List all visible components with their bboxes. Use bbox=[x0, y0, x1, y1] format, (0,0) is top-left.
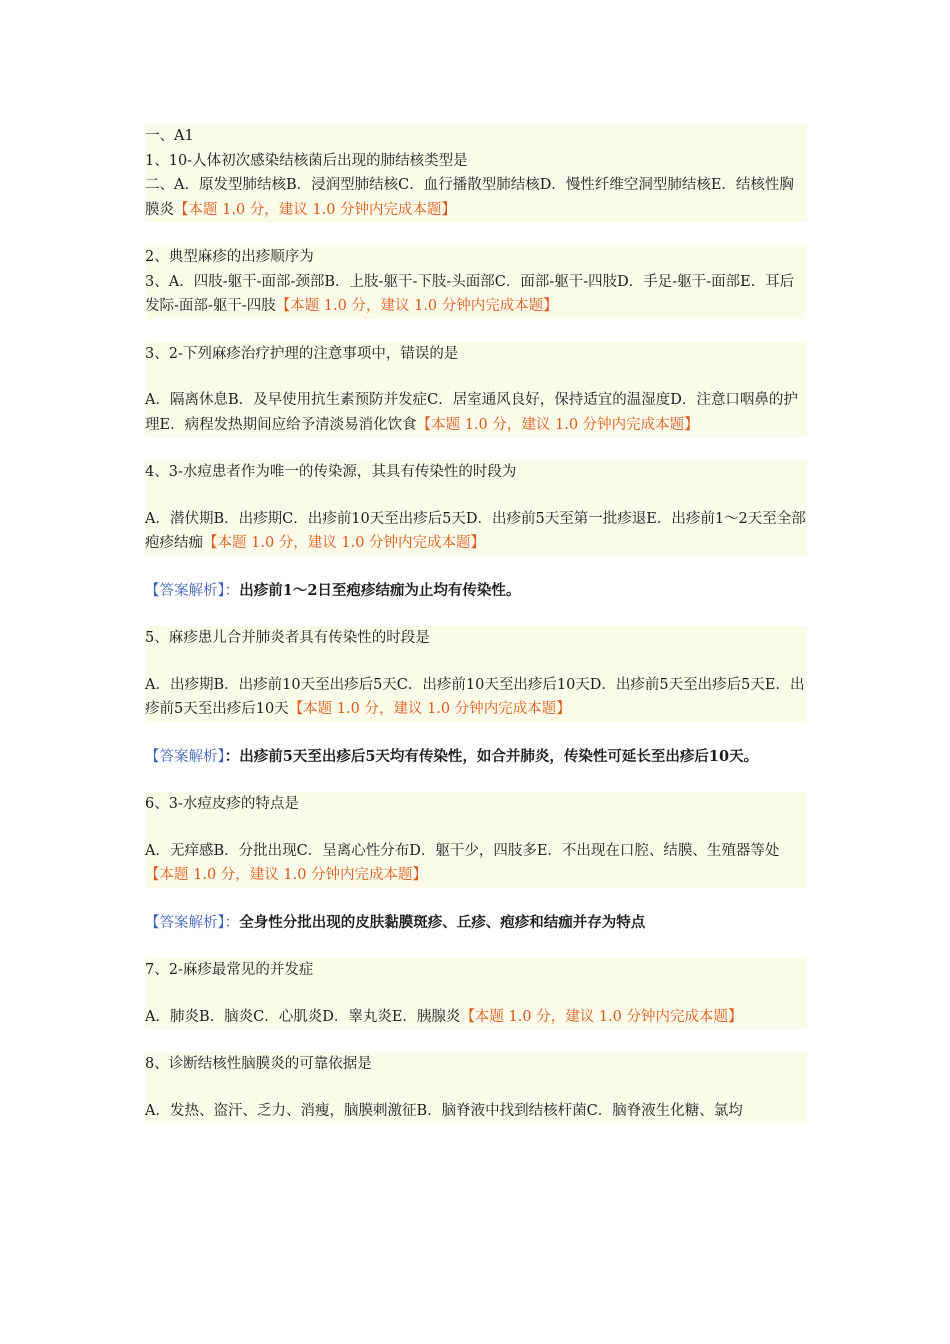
options-text: A．肺炎B．脑炎C．心肌炎D．睾丸炎E．胰腺炎 bbox=[145, 1008, 461, 1025]
answer-label: 【答案解析】： bbox=[145, 582, 240, 599]
question-block-3 bbox=[145, 342, 807, 438]
question-options: A．发热、盗汗、乏力、消瘦，脑膜刺激征B．脑脊液中找到结核杆菌C．脑脊液生化糖、氯均 bbox=[145, 1102, 743, 1119]
question-options bbox=[145, 270, 807, 319]
question-block-2 bbox=[145, 245, 807, 319]
score-note: 【本题 1.0 分，建议 1.0 分钟内完成本题】 bbox=[174, 201, 457, 218]
question-block-1 bbox=[145, 124, 807, 222]
answer-label: 【答案解析】 bbox=[145, 748, 225, 765]
question-stem: 6、3-水痘皮疹的特点是 bbox=[145, 796, 299, 812]
options-text: 二、A．原发型肺结核B．浸润型肺结核C．血行播散型肺结核D．慢性纤维空洞型肺结核E．结核性胸膜炎 bbox=[145, 177, 794, 218]
question-stem: 4、3-水痘患者作为唯一的传染源，其具有传染性的时段为 bbox=[145, 464, 517, 480]
score-note: 【本题 1.0 分，建议 1.0 分钟内完成本题】 bbox=[460, 1008, 743, 1025]
question-stem: 1、10-人体初次感染结核菌后出现的肺结核类型是 bbox=[145, 152, 468, 169]
options-text: A．隔离休息B．及早使用抗生素预防并发症C．居室通风良好，保持适宜的温湿度D．注意口咽鼻的护理E．病程发热期间应给予清淡易消化饮食 bbox=[145, 392, 798, 433]
options-text: A．出疹期B．出疹前10天至出疹后5天C．出疹前10天至出疹后10天D．出疹前5天至出疹后5天E．出疹前5天至出疹后10天 bbox=[145, 676, 805, 717]
answer-explanation bbox=[145, 745, 807, 770]
score-note: 【本题 1.0 分，建议 1.0 分钟内完成本题】 bbox=[416, 416, 699, 433]
answer-text: 全身性分批出现的皮肤黏膜斑疹、丘疹、疱疹和结痂并存为特点 bbox=[239, 913, 646, 931]
options-text: 3、A．四肢-躯干-面部-颈部B．上肢-躯干-下肢-头面部C．面部-躯干-四肢D．手足-躯干-面部E．耳后发际-面部-躯干-四肢 bbox=[145, 273, 795, 314]
section-title: 一、A1 bbox=[145, 128, 194, 144]
score-note: 【本题 1.0 分，建议 1.0 分钟内完成本题】 bbox=[275, 298, 558, 314]
question-stem: 5、麻疹患儿合并肺炎者具有传染性的时段是 bbox=[145, 630, 430, 646]
score-note: 【本题 1.0 分，建议 1.0 分钟内完成本题】 bbox=[203, 535, 486, 551]
question-options bbox=[145, 839, 807, 888]
question-options bbox=[145, 1005, 807, 1030]
question-block-6 bbox=[145, 792, 807, 888]
question-options bbox=[145, 388, 807, 437]
question-block-8 bbox=[145, 1052, 807, 1123]
score-note: 【本题 1.0 分，建议 1.0 分钟内完成本题】 bbox=[288, 701, 571, 717]
answer-text: 出疹前1～2日至疱疹结痂为止均有传染性。 bbox=[239, 581, 521, 599]
question-stem: 2、典型麻疹的出疹顺序为 bbox=[145, 249, 314, 265]
options-text: A．潜伏期B．出疹期C．出疹前10天至出疹后5天D．出疹前5天至第一批疹退E．出疹前1～2天至全部疱疹结痂 bbox=[145, 510, 806, 551]
answer-text: ：出疹前5天至出疹后5天均有传染性，如合并肺炎，传染性可延长至出疹后10天。 bbox=[224, 747, 759, 765]
question-stem: 7、2-麻疹最常见的并发症 bbox=[145, 962, 314, 978]
question-options bbox=[145, 673, 807, 722]
answer-explanation bbox=[145, 911, 807, 936]
question-block-7 bbox=[145, 958, 807, 1029]
question-block-5 bbox=[145, 626, 807, 722]
question-stem: 8、诊断结核性脑膜炎的可靠依据是 bbox=[145, 1056, 372, 1072]
score-note: 【本题 1.0 分，建议 1.0 分钟内完成本题】 bbox=[145, 867, 428, 883]
answer-label: 【答案解析】： bbox=[145, 914, 240, 931]
question-block-4 bbox=[145, 460, 807, 556]
answer-explanation bbox=[145, 579, 807, 604]
question-stem: 3、2-下列麻疹治疗护理的注意事项中，错误的是 bbox=[145, 345, 459, 362]
question-options bbox=[145, 507, 807, 556]
document-page bbox=[145, 124, 807, 1123]
options-text: A．无痒感B．分批出现C．呈离心性分布D．躯干少，四肢多E．不出现在口腔、结膜、生殖器等处 bbox=[145, 842, 780, 859]
question-options bbox=[145, 173, 807, 222]
